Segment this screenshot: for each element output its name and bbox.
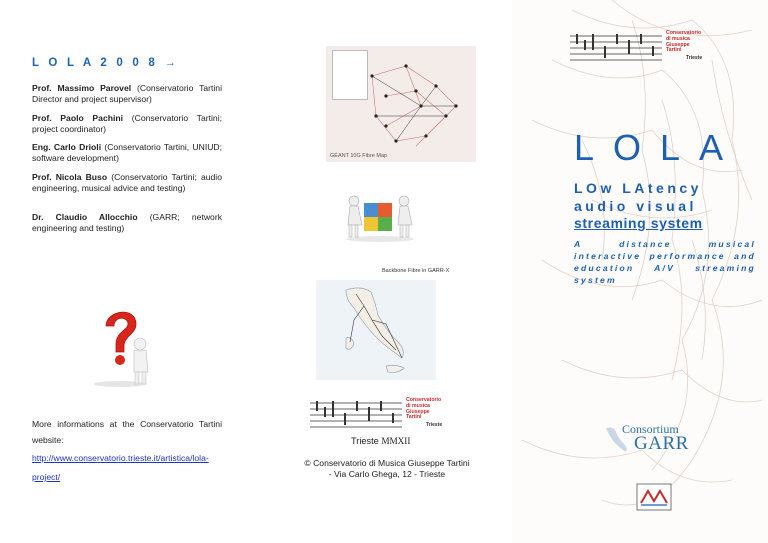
subtitle-line-1: LOw LAtency bbox=[574, 180, 702, 196]
person-name: Eng. Carlo Drioli bbox=[32, 142, 102, 152]
puzzle-figures-illustration bbox=[340, 183, 420, 243]
logo-line: di musica bbox=[666, 35, 690, 42]
conservatorio-logo-text bbox=[406, 398, 441, 421]
person-name: Dr. Claudio Allocchio bbox=[32, 212, 138, 222]
more-info-text: More informations at the Conservatorio Tartini website: bbox=[32, 419, 222, 445]
person-role: (Conservatorio Tartini Director and project supervisor) bbox=[32, 83, 222, 104]
lola-subtitle bbox=[574, 180, 754, 233]
subtitle-line-3: streaming system bbox=[574, 215, 703, 231]
heading-lola-2008: L O L A 2 0 0 8 → bbox=[32, 57, 180, 69]
person-role: (Conservatorio Tartini; audio engineering, musical advice and testing) bbox=[32, 172, 222, 193]
lolanet-logo-icon bbox=[636, 483, 672, 511]
conservatorio-logo-top bbox=[570, 31, 702, 67]
person-name: Prof. Nicola Buso bbox=[32, 172, 108, 182]
map-network-lines bbox=[326, 46, 476, 162]
person-role: (Conservatorio Tartini; project coordinator) bbox=[32, 113, 222, 134]
person-1 bbox=[32, 83, 222, 105]
panel-left bbox=[0, 0, 256, 543]
subtitle-line-2: audio visual bbox=[574, 197, 697, 214]
logo-line: Conservatorio bbox=[666, 30, 702, 36]
logo-line: Giuseppe bbox=[406, 408, 430, 415]
italy-map-shape bbox=[316, 280, 436, 380]
trieste-year: MMXII bbox=[381, 436, 411, 446]
person-name: Prof. Paolo Pachini bbox=[32, 113, 124, 123]
person-4 bbox=[32, 172, 222, 194]
conservatorio-logo-bottom bbox=[310, 398, 442, 434]
copyright-text: © Conservatorio di Musica Giuseppe Tartini - Via Carlo Ghega, 12 - Trieste bbox=[304, 458, 470, 479]
person-name: Prof. Massimo Parovel bbox=[32, 83, 132, 93]
music-staff-icon bbox=[570, 33, 662, 61]
logo-city: Trieste bbox=[426, 422, 443, 428]
person-role: (Conservatorio Tartini, UNIUD; software development) bbox=[32, 142, 223, 163]
conservatorio-logo-text bbox=[666, 31, 701, 54]
person-role: (GARR; network engineering and testing) bbox=[32, 212, 222, 233]
lola-title: LOLA bbox=[574, 127, 743, 168]
trieste-date bbox=[351, 436, 410, 446]
panel-middle bbox=[256, 0, 512, 543]
logo-city: Trieste bbox=[686, 55, 703, 61]
map-caption: GÉANT 10G Fibre Map bbox=[330, 153, 388, 159]
garr-logo bbox=[594, 418, 714, 458]
person-2 bbox=[32, 113, 222, 135]
project-link[interactable]: http://www.conservatorio.trieste.it/artistica/lola-project/ bbox=[32, 453, 209, 482]
garr-name: GARR bbox=[634, 433, 689, 454]
italy-backbone-map bbox=[316, 280, 436, 380]
logo-line: Tartini bbox=[666, 47, 682, 54]
question-figure-illustration bbox=[84, 300, 156, 388]
person-5 bbox=[32, 212, 222, 234]
logo-line: Tartini bbox=[406, 414, 422, 421]
geant-fibre-map bbox=[326, 46, 476, 162]
panel-right bbox=[512, 0, 768, 543]
logo-line: Giuseppe bbox=[666, 41, 690, 48]
trieste-label: Trieste bbox=[351, 436, 379, 446]
logo-line: Conservatorio bbox=[406, 397, 442, 403]
music-staff-icon bbox=[310, 400, 402, 428]
logo-line: di musica bbox=[406, 402, 430, 409]
lola-description: A distance musical interactive performance and education A/V streaming system bbox=[574, 239, 756, 285]
garr-consortium-label: Consortium bbox=[622, 422, 679, 436]
person-3 bbox=[32, 142, 222, 164]
italy-map-caption: Backbone Fibre in GARR-X bbox=[382, 268, 450, 274]
